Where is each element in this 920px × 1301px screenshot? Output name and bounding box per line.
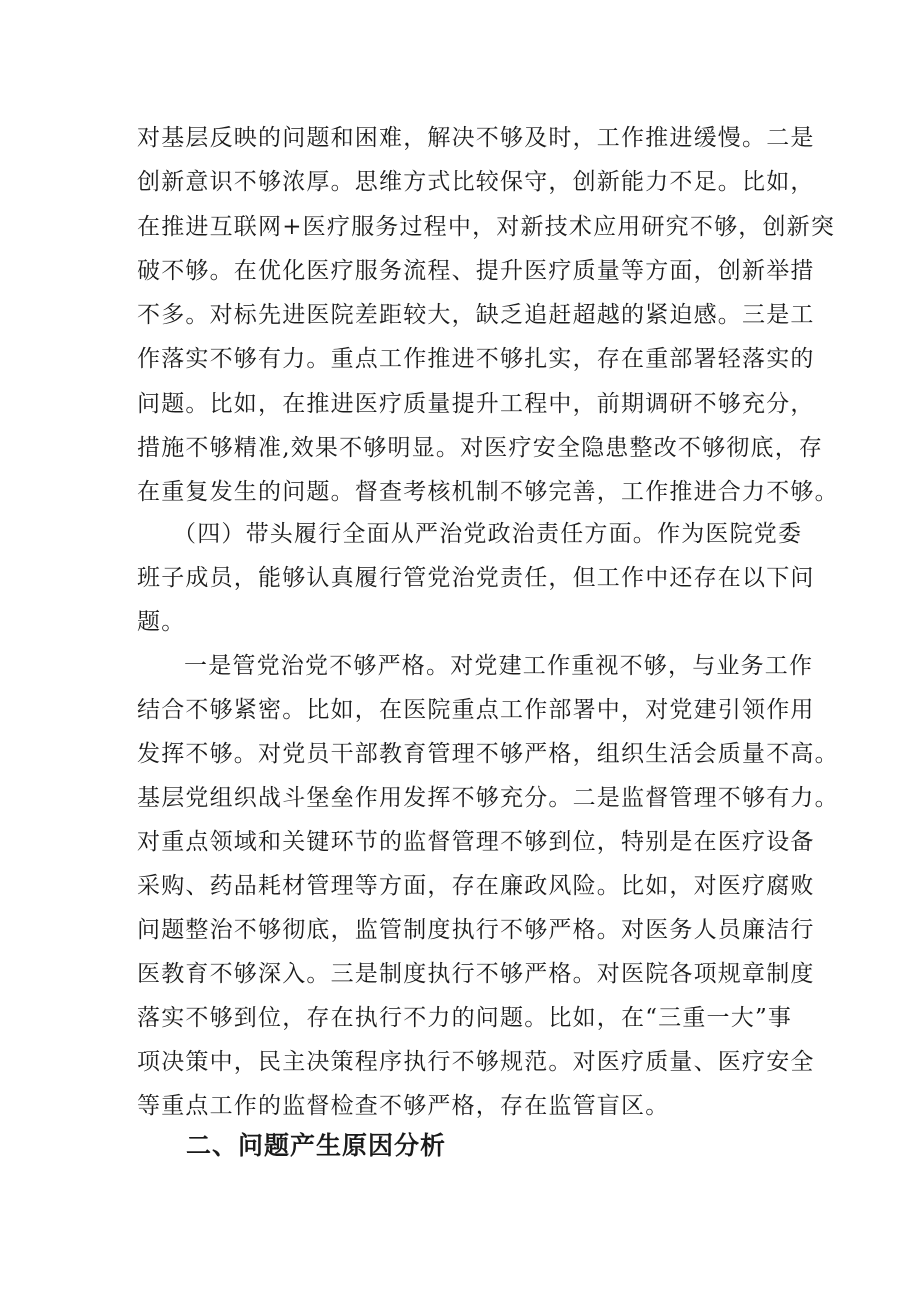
text-line: 作落实不够有力。重点工作推进不够扎实，存在重部署轻落实的 xyxy=(137,346,815,372)
text-line: 题。 xyxy=(137,609,186,635)
text-line: 问题整治不够彻底，监管制度执行不够严格。对医务人员廉洁行 xyxy=(137,917,815,943)
text-line: 破不够。在优化医疗服务流程、提升医疗质量等方面，创新举措 xyxy=(137,258,815,284)
text-line: 医教育不够深入。三是制度执行不够严格。对医院各项规章制度 xyxy=(137,961,815,987)
text-line: 发挥不够。对党员干部教育管理不够严格，组织生活会质量不高。 xyxy=(137,741,839,767)
paragraph-one-line: 一是管党治党不够严格。对党建工作重视不够，与业务工作 xyxy=(184,653,814,679)
text-line: 落实不够到位，存在执行不力的问题。比如，在“三重一大”事 xyxy=(137,1005,793,1031)
text-line: 在推进互联网+医疗服务过程中，对新技术应用研究不够，创新突 xyxy=(137,214,836,240)
text-line: 等重点工作的监督检查不够严格，存在监管盲区。 xyxy=(137,1093,670,1119)
text-line: 项决策中，民主决策程序执行不够规范。对医疗质量、医疗安全 xyxy=(137,1049,815,1075)
text-line: 采购、药品耗材管理等方面，存在廉政风险。比如，对医疗腐败 xyxy=(137,873,815,899)
text-line: 问题。比如，在推进医疗质量提升工程中，前期调研不够充分， xyxy=(137,391,815,417)
text-line: 结合不够紧密。比如，在医院重点工作部署中，对党建引领作用 xyxy=(137,697,815,723)
section-heading: 二、问题产生原因分析 xyxy=(186,1131,447,1160)
text-line: 对基层反映的问题和困难，解决不够及时，工作推进缓慢。二是 xyxy=(137,125,815,151)
paragraph-four-line: （四）带头履行全面从严治党政治责任方面。作为医院党委 xyxy=(173,521,803,547)
text-line: 措施不够精准,效果不够明显。对医疗安全隐患整改不够彻底，存 xyxy=(137,435,824,461)
text-line: 基层党组织战斗堡垒作用发挥不够充分。二是监督管理不够有力。 xyxy=(137,785,839,811)
text-line: 班子成员，能够认真履行管党治党责任，但工作中还存在以下问 xyxy=(137,565,815,591)
text-line: 在重复发生的问题。督查考核机制不够完善，工作推进合力不够。 xyxy=(137,479,839,505)
text-line: 对重点领域和关键环节的监督管理不够到位，特别是在医疗设备 xyxy=(137,829,815,855)
text-line: 创新意识不够浓厚。思维方式比较保守，创新能力不足。比如， xyxy=(137,169,815,195)
text-line: 不多。对标先进医院差距较大，缺乏追赶超越的紧迫感。三是工 xyxy=(137,302,815,328)
